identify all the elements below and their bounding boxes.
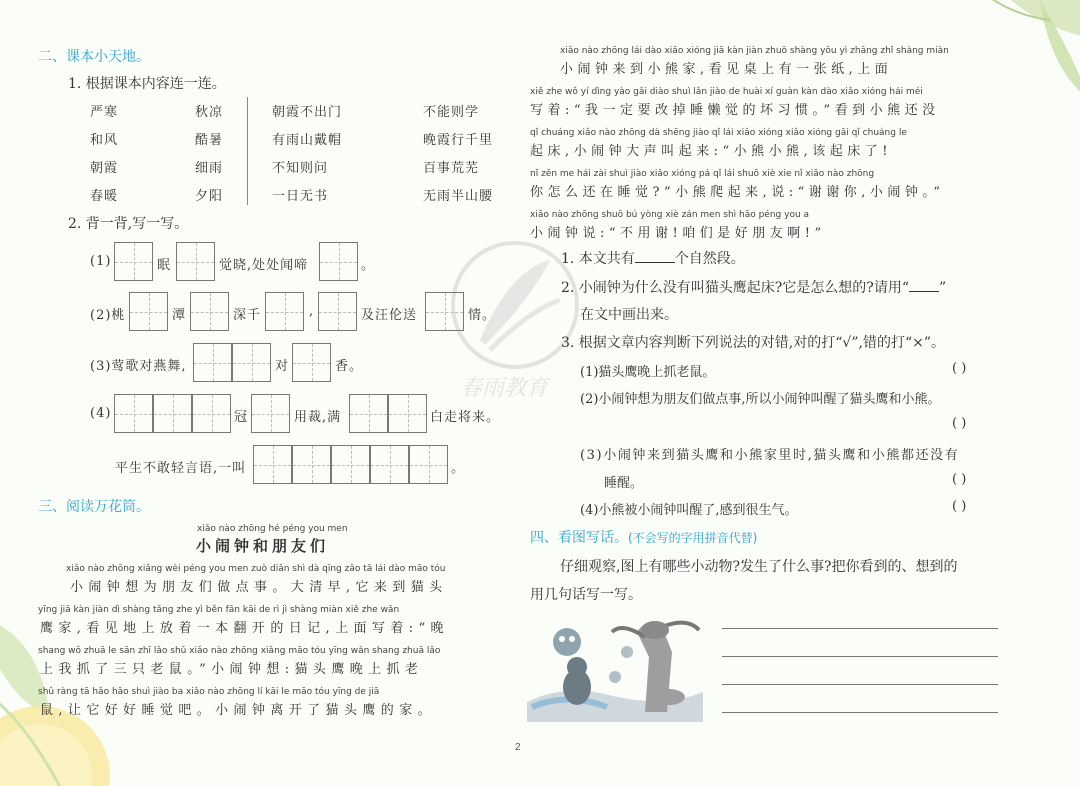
poem-text: 眠: [157, 258, 172, 273]
passage-line: 鼠,让它好好睡觉吧。小闹钟离开了猫头鹰的家。: [40, 703, 436, 718]
poem-text: 对: [275, 359, 290, 374]
page-number: 2: [515, 742, 521, 753]
judge-parentheses[interactable]: ( ): [952, 472, 967, 487]
reading-question-2-cont: 在文中画出来。: [580, 307, 678, 323]
question-1: 1. 根据课本内容连一连。: [68, 76, 226, 92]
writing-prompt-2: 用几句话写一写。: [530, 587, 642, 603]
poem-1-number: (1): [90, 254, 112, 269]
match-right-4: 夕阳: [195, 189, 224, 204]
match-right-3: 细雨: [195, 161, 224, 176]
poem-text: 潭: [172, 308, 187, 323]
poem-text: 深千: [233, 308, 262, 323]
tianzige-box[interactable]: [253, 445, 292, 484]
tianzige-box[interactable]: [153, 394, 192, 433]
judge-parentheses[interactable]: ( ): [952, 416, 967, 431]
tianzige-box[interactable]: [176, 242, 215, 281]
idiom-left-1: 朝霞不出门: [272, 105, 343, 120]
tianzige-box[interactable]: [251, 394, 290, 433]
question-text: 1. 本文共有: [561, 251, 635, 267]
poem-2-number: (2)桃: [90, 308, 126, 323]
tianzige-box[interactable]: [193, 343, 232, 382]
question-text: 2. 小闹钟为什么没有叫猫头鹰起床?它是怎么想的?请用“: [561, 280, 909, 296]
tianzige-box[interactable]: [265, 292, 304, 331]
question-text: 个自然段。: [674, 251, 745, 267]
judge-parentheses[interactable]: ( ): [952, 361, 967, 376]
section-3-title: 三、阅读万花筒。: [38, 499, 150, 515]
match-right-1: 秋凉: [195, 105, 224, 120]
writing-line[interactable]: [722, 712, 998, 713]
passage-line: 小闹钟想为朋友们做点事。大清早,它来到猫头: [70, 580, 448, 595]
passage-line: 鹰家,看见地上放着一本翻开的日记,上面写着:“晚: [40, 621, 449, 636]
tianzige-box[interactable]: [318, 292, 357, 331]
line-mark-sample: [909, 291, 939, 292]
tianzige-box[interactable]: [370, 445, 409, 484]
match-left-2: 和风: [90, 133, 119, 148]
tianzige-box[interactable]: [114, 242, 153, 281]
question-text: ”: [938, 280, 947, 296]
passage-pinyin: shǔ ràng tā hǎo hǎo shuì jiào ba xiǎo nào zhōng lí kāi le māo tóu yīng de jiā: [38, 687, 380, 697]
question-2: 2. 背一背,写一写。: [68, 216, 189, 232]
poem-text: 平生不敢轻言语,一叫: [115, 461, 247, 476]
poem-text: ,: [309, 304, 315, 319]
passage-line: 写着:“我一定要改掉睡懒觉的坏习惯。”看到小熊还没: [530, 103, 940, 118]
poem-text: 冠: [234, 410, 249, 425]
leaf-decoration-icon: [940, 0, 1080, 110]
idiom-left-2: 有雨山戴帽: [272, 133, 343, 148]
passage-pinyin: shang wǒ zhuā le sān zhī lǎo shǔ xiǎo nào zhōng xiǎng māo tóu yīng wǎn shang zhuā lǎo: [38, 646, 441, 656]
idiom-right-1: 不能则学: [423, 105, 480, 120]
reading-question-1: [561, 248, 745, 268]
writing-line[interactable]: [722, 628, 998, 629]
writing-line[interactable]: [722, 684, 998, 685]
idiom-left-3: 不知则问: [272, 161, 329, 176]
passage-line: 起床,小闹钟大声叫起来:“小熊小熊,该起床了!: [530, 144, 893, 159]
svg-text:春雨教育: 春雨教育: [460, 376, 549, 401]
tianzige-box[interactable]: [129, 292, 168, 331]
reading-question-2: [561, 277, 946, 297]
passage-pinyin: yīng jiā kàn jiàn dì shàng tǎng zhe yì běn fān kāi de rì jì shàng miàn xiě zhe wǎn: [38, 605, 400, 615]
poem-text: 情。: [468, 308, 497, 323]
poem-text: 。: [361, 258, 376, 273]
section-4-title: 四、看图写话。: [530, 530, 628, 546]
judge-item-4: (4)小熊被小闹钟叫醒了,感到很生气。: [580, 503, 798, 518]
judge-parentheses[interactable]: ( ): [952, 499, 967, 514]
reading-question-3: 3. 根据文章内容判断下列说法的对错,对的打“√”,错的打“×”。: [561, 335, 945, 351]
poem-4-number: (4): [90, 406, 112, 421]
idiom-right-2: 晚霞行千里: [423, 133, 494, 148]
judge-item-3-cont: 睡醒。: [604, 476, 644, 491]
poem-text: 香。: [335, 359, 364, 374]
tianzige-box[interactable]: [409, 445, 448, 484]
idiom-right-3: 百事荒芜: [423, 161, 480, 176]
passage-pinyin: xiǎo nào zhōng xiǎng wèi péng you men zuò diǎn shì dà qīng zǎo tā lái dào māo tóu: [66, 564, 446, 574]
judge-item-3: (3)小闹钟来到猫头鹰和小熊家里时,猫头鹰和小熊都还没有: [580, 448, 960, 463]
tianzige-box[interactable]: [425, 292, 464, 331]
writing-prompt-1: 仔细观察,图上有哪些小动物?发生了什么事?把你看到的、想到的: [560, 559, 958, 575]
match-left-4: 春暖: [90, 189, 119, 204]
story-illustration: [527, 612, 703, 722]
judge-item-2: (2)小闹钟想为朋友们做点事,所以小闹钟叫醒了猫头鹰和小熊。: [580, 392, 941, 407]
passage-pinyin: xiǎo nào zhōng lái dào xiǎo xióng jiā kàn jiàn zhuō shàng yǒu yì zhāng zhǐ shàng miàn: [560, 46, 949, 56]
poem-text: 。: [451, 461, 466, 476]
story-title-pinyin: xiǎo nào zhōng hé péng you men: [197, 524, 348, 534]
tianzige-box[interactable]: [388, 394, 427, 433]
passage-pinyin: xiě zhe wǒ yí dìng yào gǎi diào shuì lǎn jiào de huài xí guàn kàn dào xiǎo xióng hái méi: [530, 87, 923, 97]
tianzige-box[interactable]: [192, 394, 231, 433]
section-4-note: (不会写的字用拼音代替): [628, 531, 758, 545]
section-4-heading: [530, 527, 757, 547]
tianzige-box[interactable]: [190, 292, 229, 331]
match-left-3: 朝霞: [90, 161, 119, 176]
passage-pinyin: xiǎo nào zhōng shuō bú yòng xiè zán men shì hǎo péng you a: [530, 210, 810, 220]
passage-line: 小闹钟来到小熊家,看见桌上有一张纸,上面: [560, 62, 893, 77]
idiom-right-4: 无雨半山腰: [423, 189, 494, 204]
tianzige-box[interactable]: [292, 445, 331, 484]
poem-text: 及汪伦送: [361, 308, 418, 323]
divider: [247, 97, 248, 205]
passage-line: 你怎么还在睡觉?”小熊爬起来,说:“谢谢你,小闹钟。”: [530, 185, 945, 200]
tianzige-box[interactable]: [349, 394, 388, 433]
tianzige-box[interactable]: [292, 343, 331, 382]
poem-text: 觉晓,处处闻啼: [219, 258, 309, 273]
poem-text: 用裁,满: [294, 410, 342, 425]
passage-line: 上我抓了三只老鼠。”小闹钟想:猫头鹰晚上抓老: [40, 662, 424, 677]
judge-item-1: (1)猫头鹰晚上抓老鼠。: [580, 365, 716, 380]
match-right-2: 酷暑: [195, 133, 224, 148]
passage-line: 小闹钟说:“不用谢!咱们是好朋友啊!”: [530, 226, 826, 241]
tianzige-box[interactable]: [319, 242, 358, 281]
answer-blank[interactable]: [635, 262, 675, 263]
match-left-1: 严寒: [90, 105, 119, 120]
passage-pinyin: nǐ zěn me hái zài shuì jiào xiǎo xióng pá qǐ lái shuō xiè xie nǐ xiǎo nào zhōng: [530, 169, 875, 179]
writing-line[interactable]: [722, 656, 998, 657]
poem-3-number: (3)莺歌对燕舞,: [90, 359, 187, 374]
passage-pinyin: qǐ chuáng xiǎo nào zhōng dà shēng jiào qǐ lái xiǎo xióng xiǎo xióng gāi qǐ chuáng le: [530, 128, 907, 138]
poem-text: 白走将来。: [430, 410, 501, 425]
section-2-title: 二、课本小天地。: [38, 49, 150, 65]
tianzige-box[interactable]: [232, 343, 271, 382]
tianzige-box[interactable]: [114, 394, 153, 433]
story-title: 小闹钟和朋友们: [196, 537, 330, 555]
tianzige-box[interactable]: [331, 445, 370, 484]
idiom-left-4: 一日无书: [272, 189, 329, 204]
